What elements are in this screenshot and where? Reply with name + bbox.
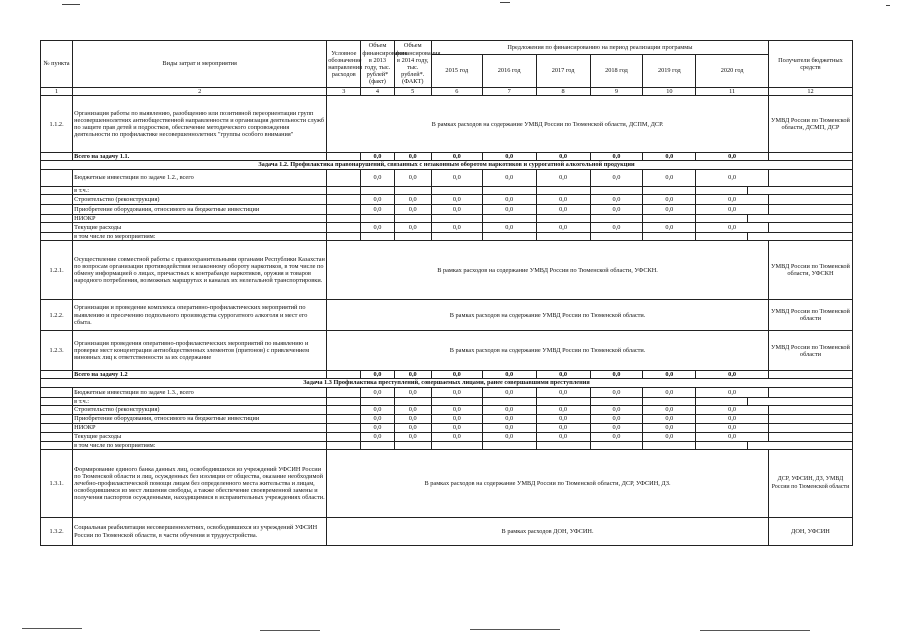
item-text: Организация и проведение комплекса оперативно-профилактических мероприятий по выявлению и пресечению подпольного производства суррогатного алкоголя и мест его сбыта. xyxy=(73,300,327,331)
table-row xyxy=(41,96,853,153)
value-cell: 0,0 xyxy=(361,371,394,379)
value-cell: 0,0 xyxy=(482,432,536,441)
empty-cell xyxy=(431,233,482,241)
empty-cell xyxy=(768,223,852,233)
index-cell: 11 xyxy=(696,88,769,96)
empty-cell xyxy=(327,397,361,405)
table-row xyxy=(41,223,853,233)
item-number: 1.2.3. xyxy=(41,331,73,371)
value-cell: 0,0 xyxy=(361,432,394,441)
value-cell: 0,0 xyxy=(643,387,696,397)
value-cell: 0,0 xyxy=(394,169,431,186)
empty-cell xyxy=(41,214,73,222)
recipient-cell: ДСР, УФСИН, ДЗ, УМВД России по Тюменской области xyxy=(768,450,852,518)
empty-cell xyxy=(536,397,590,405)
index-cell: 7 xyxy=(482,88,536,96)
empty-cell xyxy=(41,371,73,379)
row-label: в том числе по мероприятиям: xyxy=(73,233,327,241)
value-cell: 0,0 xyxy=(696,204,769,214)
empty-cell xyxy=(41,423,73,432)
empty-cell xyxy=(41,169,73,186)
recipient-cell: ДОН, УФСИН xyxy=(768,518,852,546)
value-cell: 0,0 xyxy=(361,223,394,233)
empty-cell xyxy=(361,397,394,405)
index-cell: 10 xyxy=(643,88,696,96)
value-cell: 0,0 xyxy=(643,194,696,204)
empty-cell xyxy=(748,441,853,449)
empty-cell xyxy=(41,223,73,233)
empty-cell xyxy=(431,214,482,222)
row-label: в т.ч.: xyxy=(73,186,327,194)
item-text: Социальная реабилитация несовершеннолетних, освободившихся из учреждений УФСИН России по Тюменской области, в части обучения и трудоустройства. xyxy=(73,518,327,546)
empty-cell xyxy=(643,233,696,241)
index-cell: 3 xyxy=(327,88,361,96)
financing-note: В рамках расходов на содержание УМВД России по Тюменской области. xyxy=(327,300,769,331)
empty-cell xyxy=(748,186,853,194)
year-2020: 2020 год xyxy=(696,55,769,88)
value-cell: 0,0 xyxy=(431,387,482,397)
value-cell: 0,0 xyxy=(394,387,431,397)
empty-cell xyxy=(482,214,536,222)
index-cell: 12 xyxy=(768,88,852,96)
value-cell: 0,0 xyxy=(643,153,696,161)
empty-cell xyxy=(590,441,643,449)
empty-cell xyxy=(361,233,394,241)
empty-cell xyxy=(394,186,431,194)
empty-cell xyxy=(643,214,696,222)
empty-cell xyxy=(536,233,590,241)
value-cell: 0,0 xyxy=(696,153,769,161)
value-cell: 0,0 xyxy=(696,432,769,441)
scan-mark xyxy=(260,630,320,631)
table-row xyxy=(41,233,853,241)
task-row xyxy=(41,379,853,387)
item-text: Осуществление совместной работы с правоохранительными органами Республики Казахстан по вопросам организации противодействия незаконному обороту наркотиков, в том числе по обмену информацией о лицах, причастных к контрабанде наркотиков, оружия и товаров народного потребления, возможных маршрутах и каналах их нелегальной транспортировки. xyxy=(73,241,327,300)
financing-note: В рамках расходов на содержание УМВД России по Тюменской области, ДСПМ, ДСР. xyxy=(327,96,769,153)
value-cell: 0,0 xyxy=(482,405,536,414)
value-cell: 0,0 xyxy=(482,204,536,214)
empty-cell xyxy=(394,397,431,405)
value-cell: 0,0 xyxy=(394,153,431,161)
row-label: Строительство (реконструкция) xyxy=(73,405,327,414)
index-cell: 5 xyxy=(394,88,431,96)
year-2015: 2015 год xyxy=(431,55,482,88)
row-label: Строительство (реконструкция) xyxy=(73,194,327,204)
value-cell: 0,0 xyxy=(643,371,696,379)
value-cell: 0,0 xyxy=(696,423,769,432)
scan-mark xyxy=(470,629,560,630)
row-label: НИОКР xyxy=(73,214,327,222)
row-label: НИОКР xyxy=(73,423,327,432)
value-cell: 0,0 xyxy=(696,387,769,397)
value-cell: 0,0 xyxy=(361,204,394,214)
empty-cell xyxy=(327,169,361,186)
empty-cell xyxy=(431,186,482,194)
financing-note: В рамках расходов на содержание УМВД России по Тюменской области, УФСКН. xyxy=(327,241,769,300)
empty-cell xyxy=(536,214,590,222)
table-row xyxy=(41,204,853,214)
row-label: Приобретение оборудования, относимого на бюджетные инвестиции xyxy=(73,414,327,423)
index-cell: 2 xyxy=(73,88,327,96)
empty-cell xyxy=(327,414,361,423)
empty-cell xyxy=(643,441,696,449)
header-type: Виды затрат и мероприятия xyxy=(73,41,327,88)
recipient-cell: УМВД России по Тюменской области xyxy=(768,300,852,331)
row-label: Текущие расходы xyxy=(73,432,327,441)
table-row xyxy=(41,441,853,449)
total-row xyxy=(41,153,853,161)
empty-cell xyxy=(536,441,590,449)
financing-note: В рамках расходов ДОН, УФСИН. xyxy=(327,518,769,546)
empty-cell xyxy=(768,414,852,423)
value-cell: 0,0 xyxy=(590,387,643,397)
empty-cell xyxy=(748,397,853,405)
header-recipient: Получатели бюджетных средств xyxy=(768,41,852,88)
value-cell: 0,0 xyxy=(590,204,643,214)
scan-mark xyxy=(886,5,890,6)
year-2019: 2019 год xyxy=(643,55,696,88)
empty-cell xyxy=(768,153,852,161)
scan-mark xyxy=(22,628,82,629)
empty-cell xyxy=(768,423,852,432)
table-row xyxy=(41,432,853,441)
value-cell: 0,0 xyxy=(482,194,536,204)
table-row xyxy=(41,518,853,546)
value-cell: 0,0 xyxy=(536,204,590,214)
empty-cell xyxy=(748,233,853,241)
row-label: в том числе по мероприятиям: xyxy=(73,441,327,449)
table-row xyxy=(41,450,853,518)
value-cell: 0,0 xyxy=(590,414,643,423)
empty-cell xyxy=(768,405,852,414)
empty-cell xyxy=(327,233,361,241)
header-no: № пункта xyxy=(41,41,73,88)
table-row xyxy=(41,214,853,222)
empty-cell xyxy=(431,441,482,449)
empty-cell xyxy=(41,153,73,161)
item-number: 1.3.2. xyxy=(41,518,73,546)
table-row xyxy=(41,414,853,423)
empty-cell xyxy=(394,441,431,449)
financing-note: В рамках расходов на содержание УМВД России по Тюменской области, ДСР, УФСИН, ДЗ. xyxy=(327,450,769,518)
year-2016: 2016 год xyxy=(482,55,536,88)
value-cell: 0,0 xyxy=(536,371,590,379)
value-cell: 0,0 xyxy=(361,423,394,432)
value-cell: 0,0 xyxy=(394,405,431,414)
value-cell: 0,0 xyxy=(590,194,643,204)
empty-cell xyxy=(643,186,696,194)
table-row xyxy=(41,194,853,204)
empty-cell xyxy=(768,204,852,214)
value-cell: 0,0 xyxy=(394,423,431,432)
empty-cell xyxy=(41,441,73,449)
empty-cell xyxy=(590,214,643,222)
scan-mark xyxy=(700,630,810,631)
value-cell: 0,0 xyxy=(431,371,482,379)
empty-cell xyxy=(327,441,361,449)
value-cell: 0,0 xyxy=(536,423,590,432)
value-cell: 0,0 xyxy=(536,169,590,186)
table-row xyxy=(41,186,853,194)
value-cell: 0,0 xyxy=(590,223,643,233)
row-label: в т.ч.: xyxy=(73,397,327,405)
value-cell: 0,0 xyxy=(482,371,536,379)
table-row xyxy=(41,331,853,371)
empty-cell xyxy=(327,153,361,161)
value-cell: 0,0 xyxy=(394,223,431,233)
value-cell: 0,0 xyxy=(394,371,431,379)
empty-cell xyxy=(696,397,748,405)
empty-cell xyxy=(696,233,748,241)
year-2017: 2017 год xyxy=(536,55,590,88)
empty-cell xyxy=(768,371,852,379)
table-row xyxy=(41,405,853,414)
empty-cell xyxy=(361,186,394,194)
empty-cell xyxy=(536,186,590,194)
header-fact-2013: Объем финансирования в 2013 году, тыс. рублей* (факт) xyxy=(361,41,394,88)
empty-cell xyxy=(482,441,536,449)
item-text: Организация проведения оперативно-профилактических мероприятий по выявлению и проверке мест концентрации антиобщественных элементов (притонов) с привлечением виновных лиц к ответственности за их содержание xyxy=(73,331,327,371)
value-cell: 0,0 xyxy=(696,414,769,423)
index-cell: 4 xyxy=(361,88,394,96)
value-cell: 0,0 xyxy=(431,153,482,161)
value-cell: 0,0 xyxy=(643,223,696,233)
empty-cell xyxy=(327,371,361,379)
empty-cell xyxy=(590,233,643,241)
empty-cell xyxy=(768,387,852,397)
value-cell: 0,0 xyxy=(482,223,536,233)
table-row xyxy=(41,397,853,405)
value-cell: 0,0 xyxy=(361,169,394,186)
value-cell: 0,0 xyxy=(536,223,590,233)
index-cell: 6 xyxy=(431,88,482,96)
value-cell: 0,0 xyxy=(643,432,696,441)
value-cell: 0,0 xyxy=(361,153,394,161)
header-fact-2014: Объем финансирования в 2014 году, тыс. рублей*. (ФАКТ) xyxy=(394,41,431,88)
value-cell: 0,0 xyxy=(696,223,769,233)
empty-cell xyxy=(696,186,748,194)
value-cell: 0,0 xyxy=(643,414,696,423)
program-financing-table xyxy=(40,40,853,546)
empty-cell xyxy=(327,214,361,222)
value-cell: 0,0 xyxy=(643,169,696,186)
empty-cell xyxy=(361,214,394,222)
empty-cell xyxy=(696,441,748,449)
empty-cell xyxy=(41,204,73,214)
value-cell: 0,0 xyxy=(696,405,769,414)
value-cell: 0,0 xyxy=(431,405,482,414)
recipient-cell: УМВД России по Тюменской области xyxy=(768,331,852,371)
value-cell: 0,0 xyxy=(482,169,536,186)
value-cell: 0,0 xyxy=(482,423,536,432)
empty-cell xyxy=(768,169,852,186)
empty-cell xyxy=(768,194,852,204)
row-label: Текущие расходы xyxy=(73,223,327,233)
empty-cell xyxy=(41,397,73,405)
value-cell: 0,0 xyxy=(643,204,696,214)
value-cell: 0,0 xyxy=(696,194,769,204)
empty-cell xyxy=(748,214,853,222)
empty-cell xyxy=(431,397,482,405)
table-row xyxy=(41,241,853,300)
empty-cell xyxy=(394,214,431,222)
row-label: Всего на задачу 1.1. xyxy=(73,153,327,161)
empty-cell xyxy=(590,186,643,194)
value-cell: 0,0 xyxy=(361,194,394,204)
task-heading: Задача 1.3 Профилактика преступлений, совершаемых лицами, ранее совершавшими преступления xyxy=(41,379,853,387)
scan-mark xyxy=(62,4,80,5)
value-cell: 0,0 xyxy=(394,204,431,214)
item-number: 1.3.1. xyxy=(41,450,73,518)
empty-cell xyxy=(327,194,361,204)
item-number: 1.2.1. xyxy=(41,241,73,300)
empty-cell xyxy=(41,405,73,414)
scan-mark xyxy=(500,2,510,3)
year-2018: 2018 год xyxy=(590,55,643,88)
value-cell: 0,0 xyxy=(482,387,536,397)
table-row xyxy=(41,169,853,186)
item-number: 1.1.2. xyxy=(41,96,73,153)
recipient-cell: УМВД России по Тюменской области, ДСМП, ДСР xyxy=(768,96,852,153)
index-cell: 1 xyxy=(41,88,73,96)
table-row xyxy=(41,300,853,331)
empty-cell xyxy=(41,432,73,441)
empty-cell xyxy=(327,387,361,397)
value-cell: 0,0 xyxy=(361,414,394,423)
value-cell: 0,0 xyxy=(590,432,643,441)
index-row xyxy=(41,88,853,96)
value-cell: 0,0 xyxy=(431,223,482,233)
empty-cell xyxy=(482,233,536,241)
empty-cell xyxy=(41,387,73,397)
index-cell: 9 xyxy=(590,88,643,96)
header-proposals: Предложения по финансированию на период реализации программы xyxy=(431,41,768,55)
task-heading: Задача 1.2. Профилактика правонарушений, связанных с незаконным оборотом наркотиков и суррогатной алкогольной продукции xyxy=(41,161,853,169)
row-label: Бюджетные инвестиции по задаче 1.2., всего xyxy=(73,169,327,186)
table-row xyxy=(41,387,853,397)
value-cell: 0,0 xyxy=(394,194,431,204)
empty-cell xyxy=(41,233,73,241)
row-label: Всего на задачу 1.2 xyxy=(73,371,327,379)
empty-cell xyxy=(643,397,696,405)
value-cell: 0,0 xyxy=(431,194,482,204)
empty-cell xyxy=(394,233,431,241)
value-cell: 0,0 xyxy=(590,153,643,161)
item-text: Формирование единого банка данных лиц, освободившихся из учреждений УФСИН России по Тюменской области и лиц, осужденных без изоляции от общества, оказание необходимой лечебно-профилактической помощи лицам без определенного места жительства и лицам, освободившимся из мест лишения свободы, а также обеспечение своевременной замены и получения паспортов осужденными, находящимися в исправительных учреждениях области. xyxy=(73,450,327,518)
empty-cell xyxy=(327,186,361,194)
value-cell: 0,0 xyxy=(536,194,590,204)
value-cell: 0,0 xyxy=(696,169,769,186)
value-cell: 0,0 xyxy=(482,153,536,161)
empty-cell xyxy=(41,186,73,194)
table-row xyxy=(41,423,853,432)
recipient-cell: УМВД России по Тюменской области, УФСКН xyxy=(768,241,852,300)
value-cell: 0,0 xyxy=(536,387,590,397)
value-cell: 0,0 xyxy=(431,414,482,423)
value-cell: 0,0 xyxy=(482,414,536,423)
empty-cell xyxy=(41,414,73,423)
header-code: Условное обозначение направления расходов xyxy=(327,41,361,88)
value-cell: 0,0 xyxy=(361,405,394,414)
item-number: 1.2.2. xyxy=(41,300,73,331)
financing-note: В рамках расходов на содержание УМВД России по Тюменской области. xyxy=(327,331,769,371)
row-label: Бюджетные инвестиции по задаче 1.3., всего xyxy=(73,387,327,397)
empty-cell xyxy=(361,441,394,449)
empty-cell xyxy=(768,432,852,441)
value-cell: 0,0 xyxy=(536,153,590,161)
empty-cell xyxy=(590,397,643,405)
empty-cell xyxy=(327,204,361,214)
value-cell: 0,0 xyxy=(394,414,431,423)
task-row xyxy=(41,161,853,169)
value-cell: 0,0 xyxy=(590,371,643,379)
row-label: Приобретение оборудования, относимого на бюджетные инвестиции xyxy=(73,204,327,214)
index-cell: 8 xyxy=(536,88,590,96)
empty-cell xyxy=(327,432,361,441)
value-cell: 0,0 xyxy=(431,169,482,186)
value-cell: 0,0 xyxy=(394,432,431,441)
empty-cell xyxy=(482,186,536,194)
empty-cell xyxy=(327,223,361,233)
value-cell: 0,0 xyxy=(431,423,482,432)
value-cell: 0,0 xyxy=(643,423,696,432)
value-cell: 0,0 xyxy=(536,414,590,423)
empty-cell xyxy=(327,423,361,432)
total-row xyxy=(41,371,853,379)
empty-cell xyxy=(41,194,73,204)
empty-cell xyxy=(327,405,361,414)
value-cell: 0,0 xyxy=(536,432,590,441)
empty-cell xyxy=(696,214,748,222)
value-cell: 0,0 xyxy=(431,432,482,441)
value-cell: 0,0 xyxy=(590,423,643,432)
value-cell: 0,0 xyxy=(643,405,696,414)
item-text: Организация работы по выявлению, разобщению или позитивной переориентации групп несовершеннолетних антиобщественной направленности и организация деятельности служб по защите прав детей и подростков, обеспечение методического сопровождения деятельности по профилактике несовершеннолетних "группы особого внимания" xyxy=(73,96,327,153)
value-cell: 0,0 xyxy=(590,169,643,186)
header-row xyxy=(41,41,853,55)
empty-cell xyxy=(482,397,536,405)
value-cell: 0,0 xyxy=(361,387,394,397)
value-cell: 0,0 xyxy=(536,405,590,414)
value-cell: 0,0 xyxy=(431,204,482,214)
value-cell: 0,0 xyxy=(590,405,643,414)
value-cell: 0,0 xyxy=(696,371,769,379)
